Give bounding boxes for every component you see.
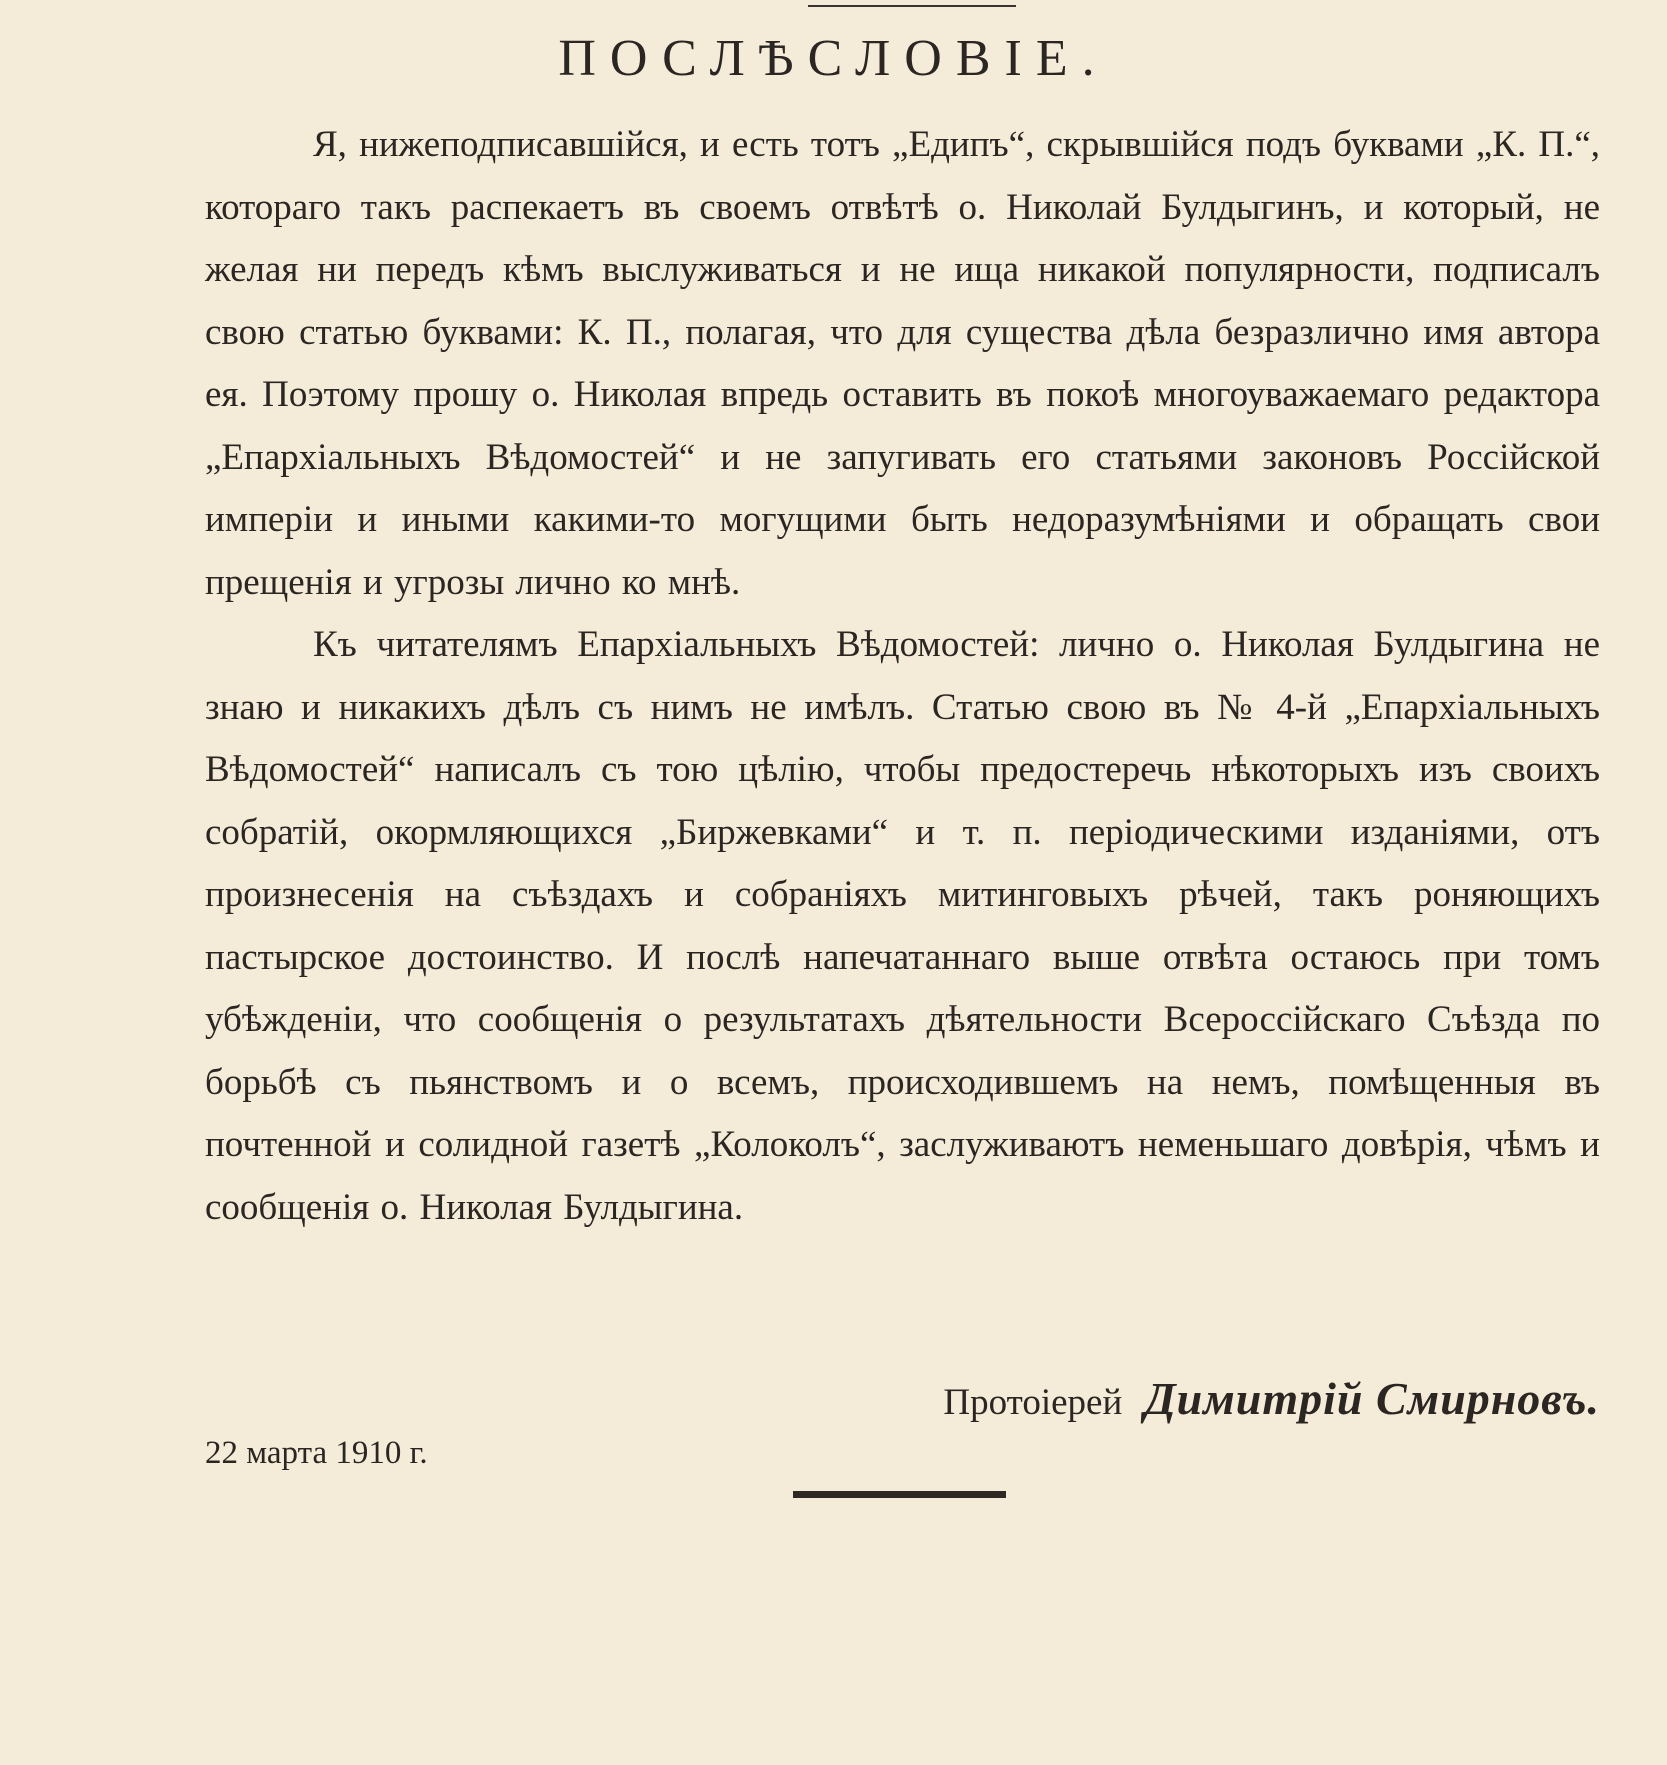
paragraph-1: Я, нижеподписавшійся, и есть тотъ „Едипъ“, скрывшійся подъ буквами „К. П.“, котораго такъ распекаетъ въ своемъ отвѣтѣ о. Николай Булдыгинъ, и который, не желая ни передъ кѣмъ выслуживаться и не ища никакой популярности, подписалъ свою статью буквами: К. П., полагая, что для существа дѣла безразлично имя автора ея. Поэтому прошу о. Николая впредь оставить въ покоѣ многоуважаемаго редактора „Епархіальныхъ Вѣдомостей“ и не запугивать его статьями законовъ Россійской имперіи и иными какими-то могущими быть недоразумѣніями и обращать свои прещенія и угрозы лично ко мнѣ.	[205, 124, 1600, 603]
signature-title: Протоіерей	[943, 1382, 1123, 1423]
end-divider	[793, 1491, 1006, 1498]
signature-name: Димитрій Смирновъ.	[1144, 1373, 1600, 1424]
signature	[943, 1368, 1600, 1434]
paragraph-2: Къ читателямъ Епархіальныхъ Вѣдомостей: лично о. Николая Булдыгина не знаю и никакихъ дѣлъ съ нимъ не имѣлъ. Статью свою въ № 4-й „Епархіальныхъ Вѣдомостей“ написалъ съ тою цѣлію, чтобы предостеречь нѣкоторыхъ изъ своихъ собратій, окормляющихся „Биржевками“ и т. п. періодическими изданіями, отъ произнесенія на съѣздахъ и собраніяхъ митинговыхъ рѣчей, такъ роняющихъ пастырское достоинство. И послѣ напечатаннаго выше отвѣта остаюсь при томъ убѣжденіи, что сообщенія о результатахъ дѣятельности Всероссійскаго Съѣзда по борьбѣ съ пьянствомъ и о всемъ, происходившемъ на немъ, помѣщенныя въ почтенной и солидной газетѣ „Колоколъ“, заслуживаютъ неменьшаго довѣрія, чѣмъ и сообщенія о. Николая Булдыгина.	[205, 624, 1600, 1228]
document-body	[205, 114, 1600, 1239]
top-divider	[808, 5, 1016, 7]
document-date: 22 марта 1910 г.	[205, 1435, 428, 1471]
page-title: ПОСЛѢСЛОВІЕ.	[558, 30, 1109, 87]
